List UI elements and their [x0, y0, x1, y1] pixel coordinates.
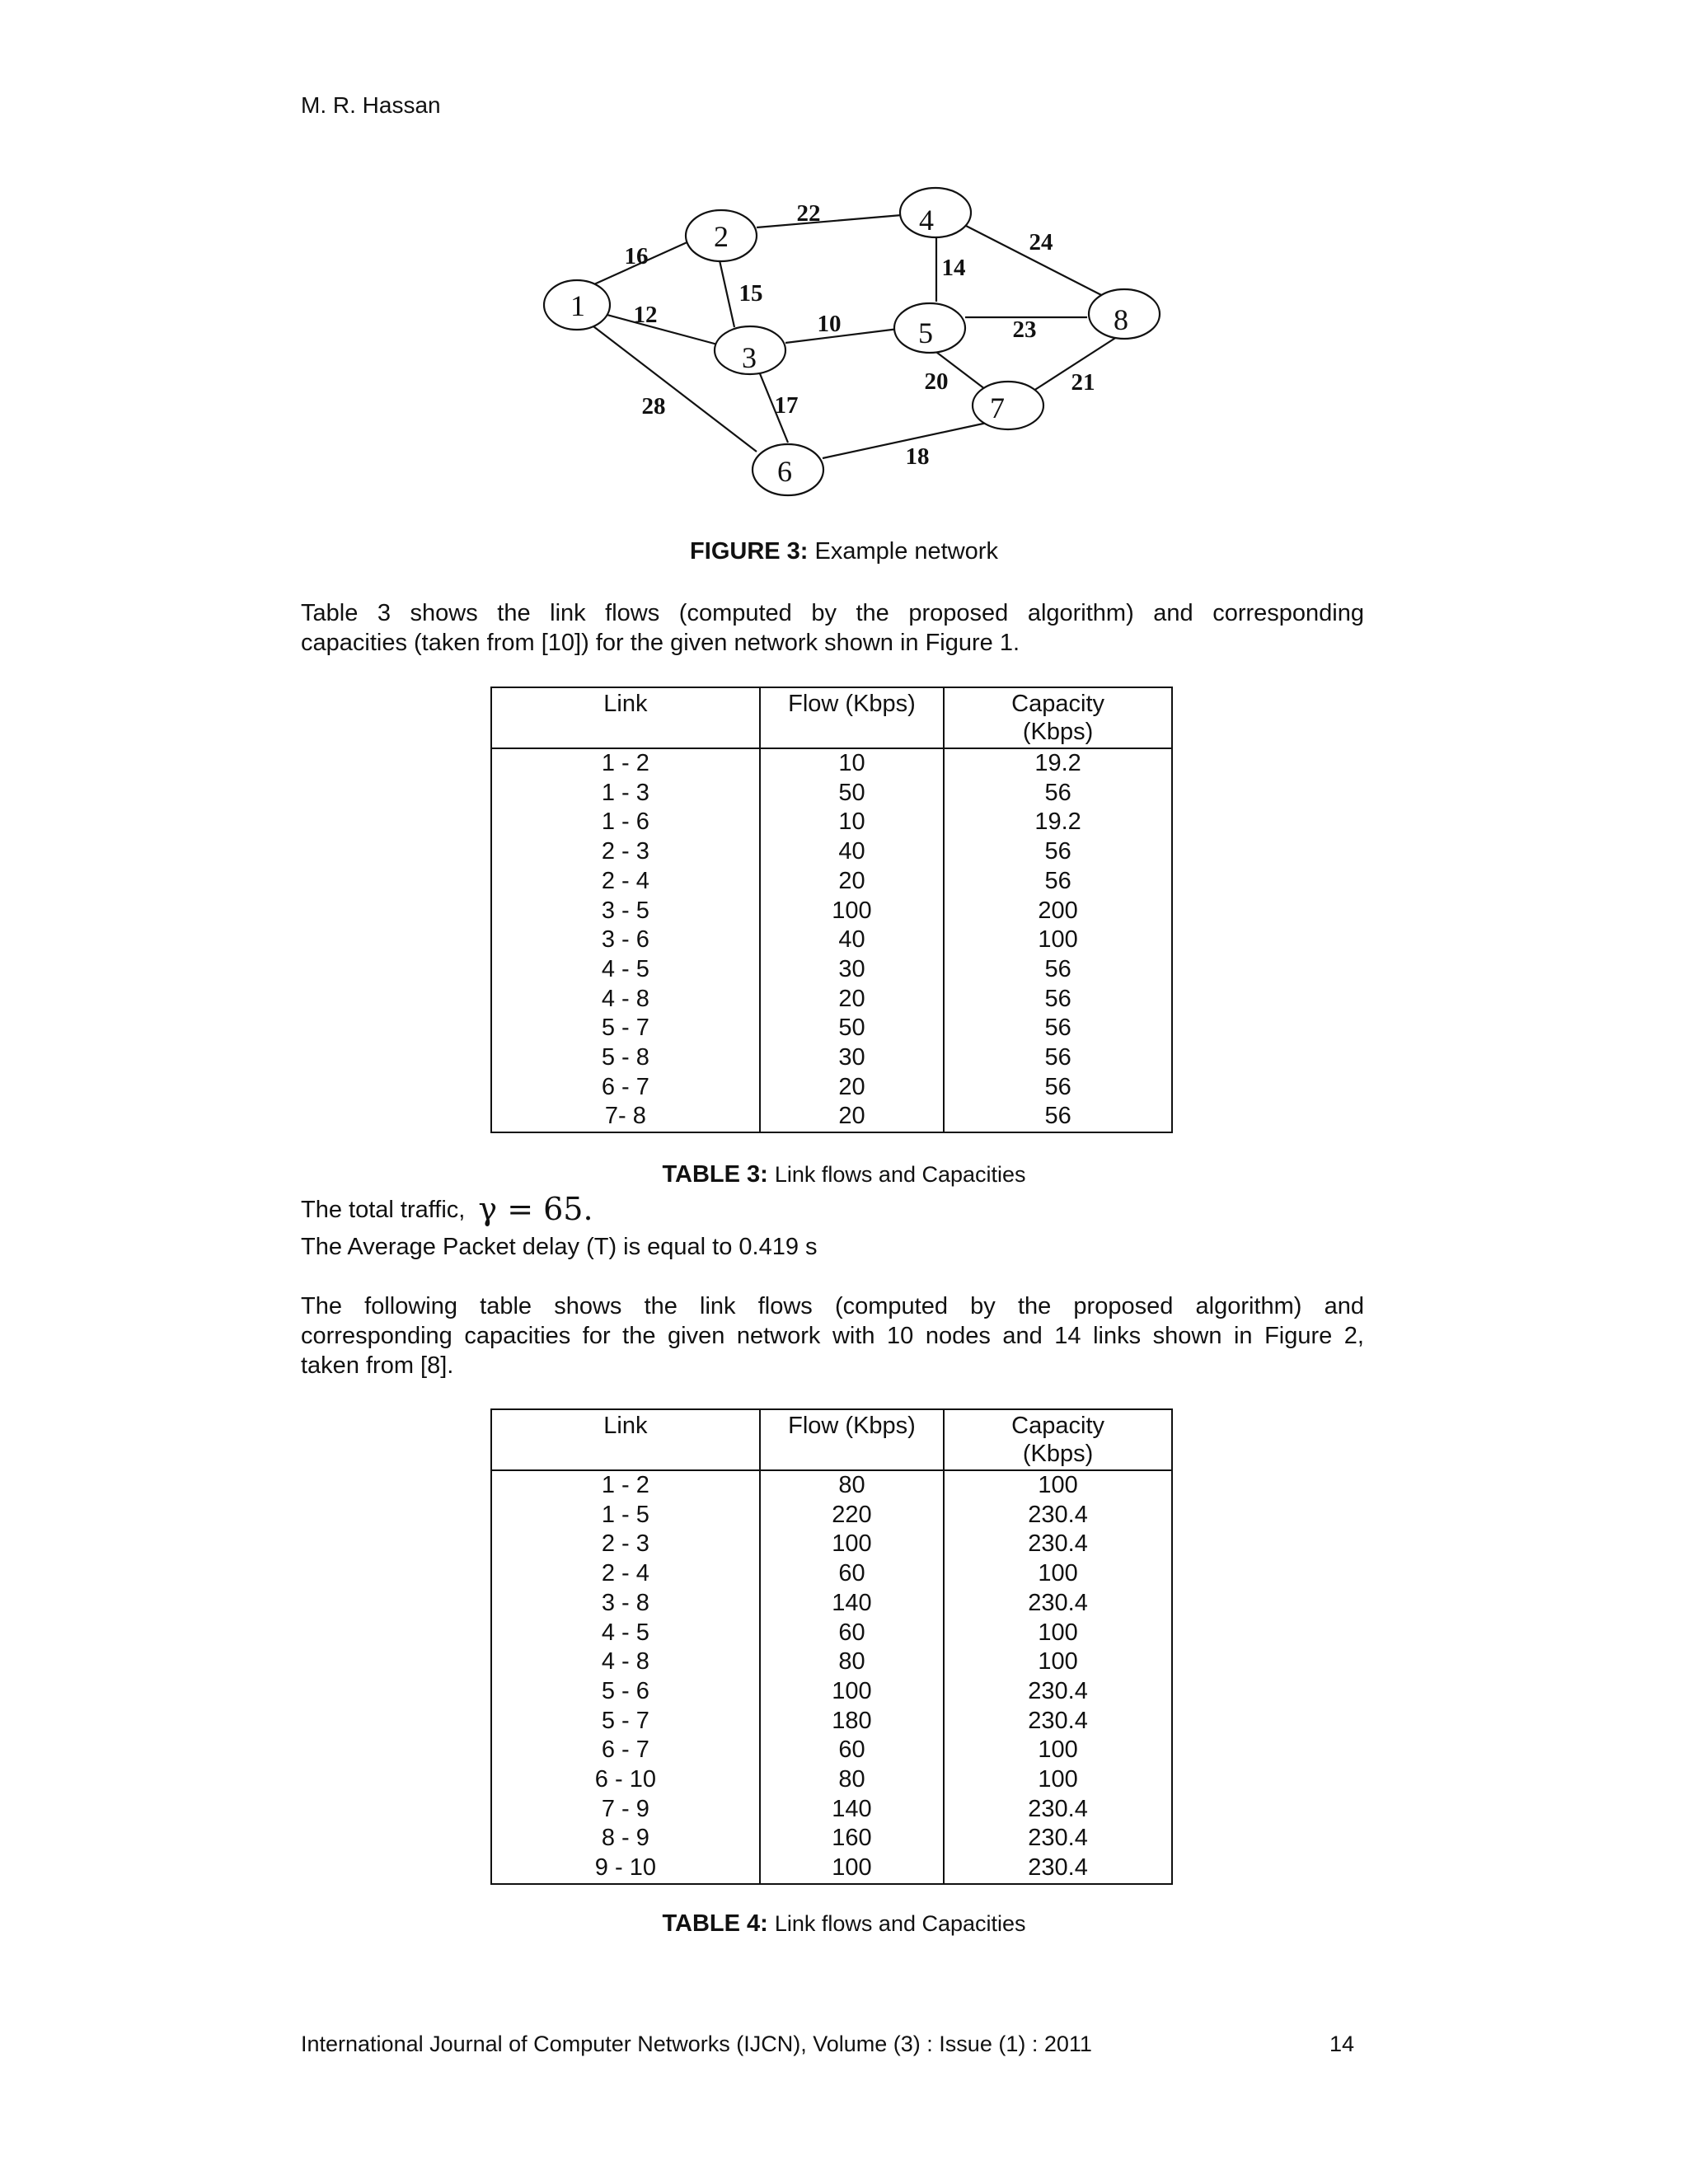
- cell-flow: 20: [760, 1102, 944, 1132]
- running-header-author: M. R. Hassan: [301, 92, 441, 118]
- table-row: [491, 1795, 1172, 1825]
- edge-weight: 10: [817, 311, 842, 337]
- cell-capacity: 230.4: [944, 1707, 1172, 1736]
- table-body: [491, 748, 1172, 1132]
- edge-weight: 12: [633, 302, 658, 328]
- table-header-row: [491, 687, 1172, 748]
- total-traffic-label: The total traffic,: [301, 1197, 466, 1223]
- footer-journal: International Journal of Computer Networks (IJCN), Volume (3) : Issue (1) : 2011: [301, 2032, 1092, 2056]
- cell-flow: 60: [760, 1559, 944, 1589]
- table4-caption: [0, 1910, 1688, 1938]
- figure-caption-text: Example network: [814, 538, 998, 565]
- cell-link: 4 - 5: [491, 1619, 760, 1648]
- table-body: [491, 1470, 1172, 1884]
- edge-weight: 15: [738, 280, 763, 307]
- table-row: [491, 748, 1172, 779]
- cell-capacity: 56: [944, 955, 1172, 985]
- table-row: [491, 1707, 1172, 1736]
- column-header-capacity: Capacity (Kbps): [944, 1409, 1172, 1470]
- edge-weight: 21: [1071, 369, 1095, 396]
- cell-flow: 80: [760, 1647, 944, 1677]
- cell-capacity: 230.4: [944, 1501, 1172, 1530]
- cell-capacity: 100: [944, 1559, 1172, 1589]
- table-row: [491, 1765, 1172, 1795]
- edge-weight: 18: [905, 443, 930, 470]
- table-row: [491, 867, 1172, 897]
- table-row: [491, 779, 1172, 808]
- table-row: [491, 1530, 1172, 1559]
- table-row: [491, 1647, 1172, 1677]
- cell-link: 6 - 7: [491, 1073, 760, 1103]
- table4-caption-label: TABLE 4:: [662, 1910, 768, 1937]
- cell-capacity: 230.4: [944, 1677, 1172, 1707]
- cell-link: 6 - 10: [491, 1765, 760, 1795]
- edge-weight: 16: [624, 243, 649, 269]
- cell-flow: 140: [760, 1795, 944, 1825]
- column-header-link: Link: [491, 687, 760, 748]
- cell-flow: 30: [760, 955, 944, 985]
- cell-link: 2 - 3: [491, 837, 760, 867]
- paragraph-line: Table 3 shows the link flows (computed by the proposed algorithm) and corresponding: [301, 600, 1364, 626]
- cell-capacity: 230.4: [944, 1854, 1172, 1884]
- cell-capacity: 56: [944, 1073, 1172, 1103]
- cell-link: 9 - 10: [491, 1854, 760, 1884]
- cell-flow: 10: [760, 808, 944, 837]
- cell-flow: 100: [760, 897, 944, 926]
- cell-flow: 20: [760, 985, 944, 1015]
- cell-flow: 160: [760, 1824, 944, 1854]
- table-row: [491, 1824, 1172, 1854]
- cell-link: 1 - 2: [491, 748, 760, 779]
- cell-link: 3 - 6: [491, 926, 760, 955]
- table-row: [491, 1619, 1172, 1648]
- cell-link: 6 - 7: [491, 1736, 760, 1765]
- figure-caption: [0, 538, 1688, 565]
- table-row: [491, 926, 1172, 955]
- edge-weight: 20: [924, 368, 949, 395]
- paragraph-table3-intro: [301, 598, 1364, 658]
- column-header-link: Link: [491, 1409, 760, 1470]
- cell-flow: 40: [760, 837, 944, 867]
- node-label: 2: [714, 220, 729, 253]
- cell-link: 3 - 5: [491, 897, 760, 926]
- cell-link: 1 - 2: [491, 1470, 760, 1501]
- cell-capacity: 100: [944, 1619, 1172, 1648]
- cell-link: 1 - 6: [491, 808, 760, 837]
- cell-capacity: 19.2: [944, 748, 1172, 779]
- cell-capacity: 230.4: [944, 1530, 1172, 1559]
- table-row: [491, 955, 1172, 985]
- cell-capacity: 100: [944, 1470, 1172, 1501]
- cell-capacity: 100: [944, 1736, 1172, 1765]
- cell-link: 8 - 9: [491, 1824, 760, 1854]
- average-delay-line: The Average Packet delay (T) is equal to 0.419 s: [301, 1234, 818, 1260]
- cell-capacity: 230.4: [944, 1589, 1172, 1619]
- cell-flow: 100: [760, 1677, 944, 1707]
- cell-capacity: 100: [944, 926, 1172, 955]
- edge-weight: 17: [774, 392, 799, 419]
- paragraph-line: capacities (taken from [10]) for the given network shown in Figure 1.: [301, 630, 1020, 656]
- cell-capacity: 100: [944, 1647, 1172, 1677]
- table-row: [491, 808, 1172, 837]
- edge-3-5: [785, 329, 898, 343]
- node-label: 8: [1114, 303, 1128, 336]
- table-row: [491, 1073, 1172, 1103]
- table-row: [491, 1470, 1172, 1501]
- table4-caption-text: Link flows and Capacities: [774, 1911, 1026, 1936]
- cell-link: 5 - 7: [491, 1707, 760, 1736]
- cell-flow: 100: [760, 1530, 944, 1559]
- column-header-capacity: Capacity (Kbps): [944, 687, 1172, 748]
- node-label: 7: [990, 391, 1005, 424]
- cell-flow: 80: [760, 1765, 944, 1795]
- cell-flow: 60: [760, 1619, 944, 1648]
- table-4: [490, 1408, 1173, 1885]
- cell-capacity: 56: [944, 1014, 1172, 1043]
- node-label: 1: [570, 289, 585, 322]
- cell-flow: 220: [760, 1501, 944, 1530]
- cell-capacity: 200: [944, 897, 1172, 926]
- cell-flow: 10: [760, 748, 944, 779]
- table3-caption: [0, 1161, 1688, 1188]
- cell-capacity: 230.4: [944, 1795, 1172, 1825]
- column-header-flow: Flow (Kbps): [760, 1409, 944, 1470]
- cell-capacity: 56: [944, 985, 1172, 1015]
- table-row: [491, 1559, 1172, 1589]
- cell-capacity: 100: [944, 1765, 1172, 1795]
- cell-flow: 100: [760, 1854, 944, 1884]
- table-row: [491, 1736, 1172, 1765]
- cell-capacity: 56: [944, 779, 1172, 808]
- paragraph-line: The following table shows the link flows (computed by the proposed algorithm) and: [301, 1293, 1364, 1319]
- table-3: [490, 687, 1173, 1133]
- cell-flow: 20: [760, 1073, 944, 1103]
- table3-caption-text: Link flows and Capacities: [774, 1162, 1026, 1187]
- edge-weight: 14: [941, 255, 966, 281]
- cell-link: 2 - 4: [491, 867, 760, 897]
- cell-link: 4 - 8: [491, 985, 760, 1015]
- table-row: [491, 1102, 1172, 1132]
- cell-capacity: 230.4: [944, 1824, 1172, 1854]
- cell-flow: 60: [760, 1736, 944, 1765]
- table-row: [491, 1043, 1172, 1073]
- node-label: 3: [742, 341, 757, 374]
- table-header-row: [491, 1409, 1172, 1470]
- edge-weight: 23: [1012, 316, 1037, 343]
- figure-caption-label: FIGURE 3:: [690, 538, 809, 565]
- cell-flow: 180: [760, 1707, 944, 1736]
- cell-capacity: 56: [944, 867, 1172, 897]
- cell-link: 5 - 6: [491, 1677, 760, 1707]
- cell-flow: 80: [760, 1470, 944, 1501]
- table-row: [491, 897, 1172, 926]
- total-traffic-line: [301, 1191, 593, 1227]
- total-traffic-formula: γ = 65.: [478, 1191, 593, 1227]
- cell-flow: 50: [760, 1014, 944, 1043]
- cell-link: 3 - 8: [491, 1589, 760, 1619]
- cell-link: 2 - 3: [491, 1530, 760, 1559]
- cell-link: 4 - 5: [491, 955, 760, 985]
- network-figure: [528, 173, 1170, 503]
- paragraph-line: corresponding capacities for the given network with 10 nodes and 14 links shown in Figure 2,: [301, 1323, 1364, 1349]
- cell-capacity: 56: [944, 1043, 1172, 1073]
- cell-link: 5 - 7: [491, 1014, 760, 1043]
- node-7: [973, 382, 1043, 429]
- node-label: 4: [919, 204, 934, 237]
- edge-2-3: [720, 260, 734, 327]
- table-row: [491, 1854, 1172, 1884]
- cell-link: 7- 8: [491, 1102, 760, 1132]
- table3-caption-label: TABLE 3:: [662, 1161, 768, 1188]
- cell-capacity: 19.2: [944, 808, 1172, 837]
- cell-link: 7 - 9: [491, 1795, 760, 1825]
- cell-flow: 140: [760, 1589, 944, 1619]
- paragraph-line: taken from [8].: [301, 1352, 454, 1379]
- cell-link: 1 - 5: [491, 1501, 760, 1530]
- cell-capacity: 56: [944, 837, 1172, 867]
- node-4: [900, 188, 971, 237]
- edge-weight: 28: [641, 393, 666, 419]
- table-row: [491, 1501, 1172, 1530]
- cell-link: 1 - 3: [491, 779, 760, 808]
- node-label: 5: [918, 316, 933, 349]
- cell-flow: 30: [760, 1043, 944, 1073]
- table-row: [491, 1677, 1172, 1707]
- table-row: [491, 1014, 1172, 1043]
- edge-2-4: [757, 215, 902, 227]
- paragraph-table4-intro: [301, 1291, 1364, 1380]
- cell-flow: 40: [760, 926, 944, 955]
- cell-flow: 50: [760, 779, 944, 808]
- cell-link: 2 - 4: [491, 1559, 760, 1589]
- cell-capacity: 56: [944, 1102, 1172, 1132]
- cell-link: 4 - 8: [491, 1647, 760, 1677]
- edge-weight: 22: [796, 200, 821, 227]
- column-header-flow: Flow (Kbps): [760, 687, 944, 748]
- table-row: [491, 985, 1172, 1015]
- node-label: 6: [777, 455, 792, 488]
- cell-link: 5 - 8: [491, 1043, 760, 1073]
- cell-flow: 20: [760, 867, 944, 897]
- page-number: 14: [1329, 2032, 1355, 2056]
- table-row: [491, 1589, 1172, 1619]
- edge-weight: 24: [1029, 229, 1053, 255]
- table-row: [491, 837, 1172, 867]
